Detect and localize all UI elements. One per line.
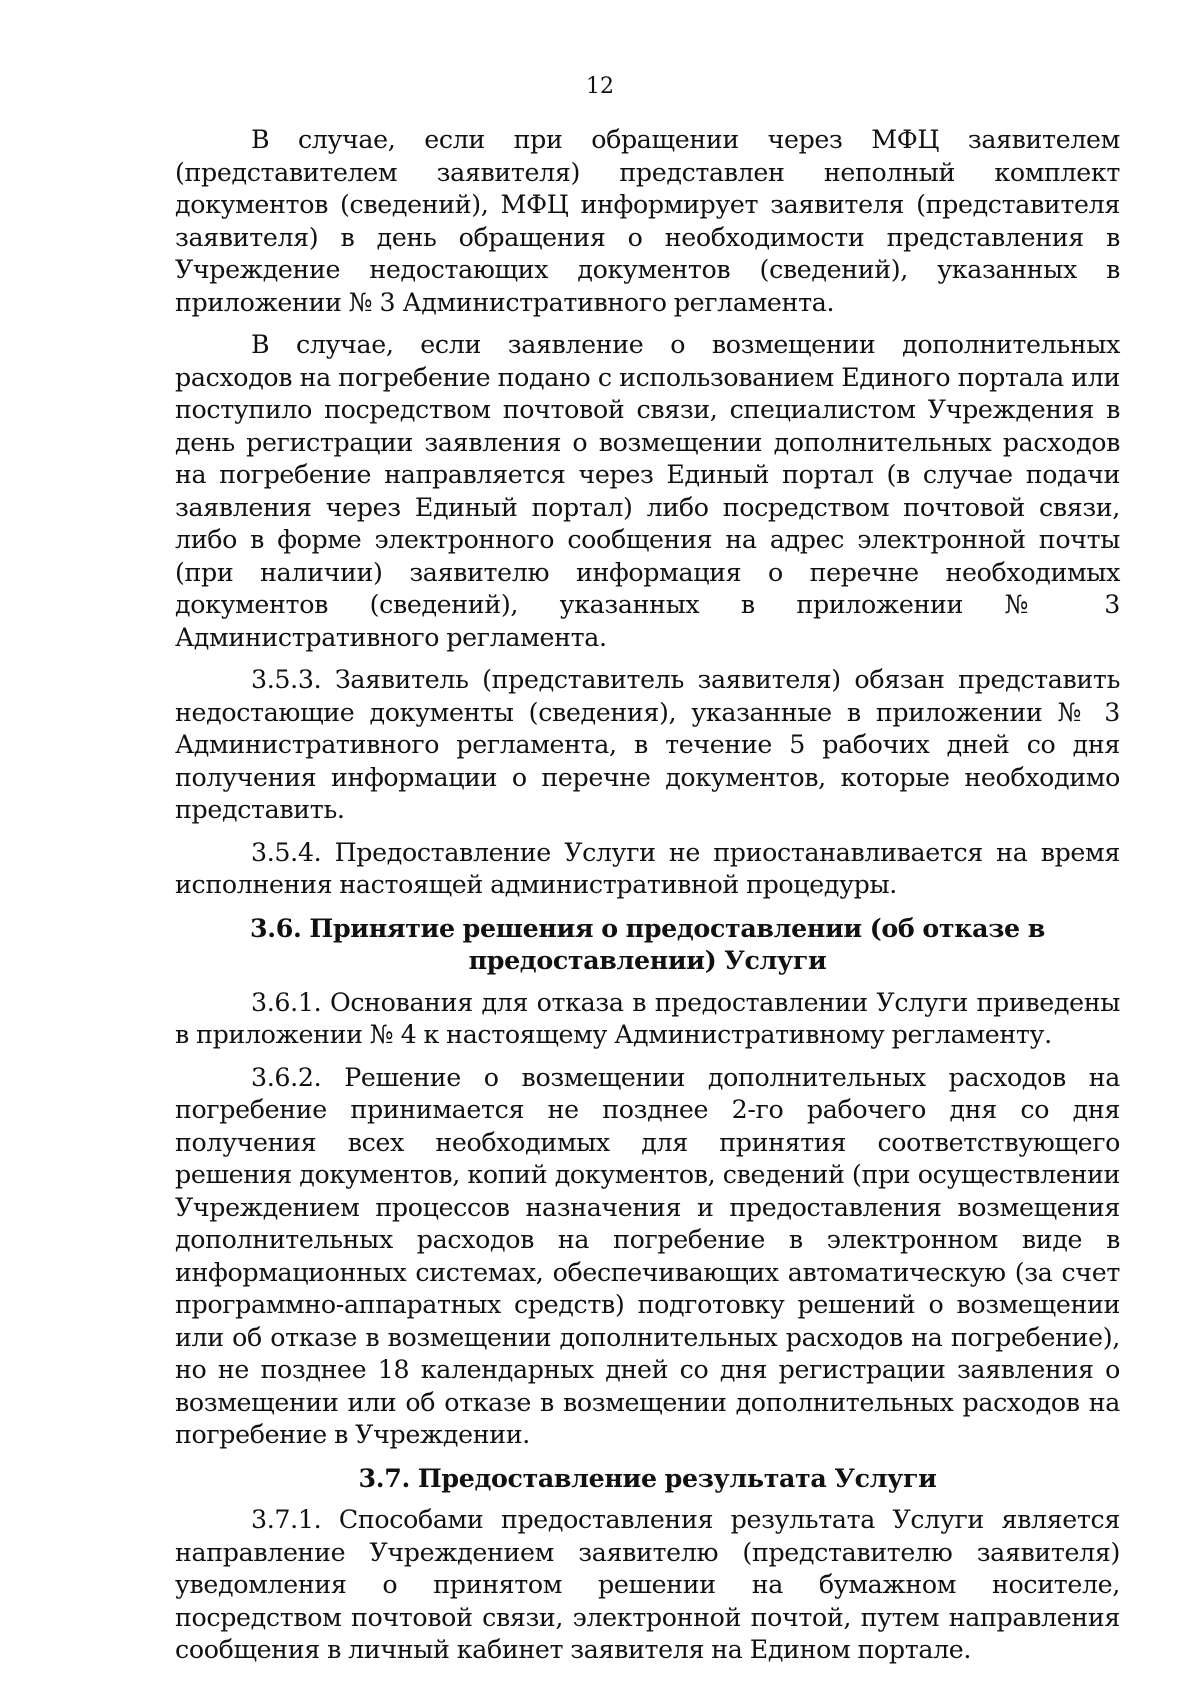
page-number: 12 — [586, 74, 614, 99]
heading-3-6: 3.6. Принятие решения о предоставлении (об отказе в предоставлении) Услуги — [250, 912, 1045, 975]
paragraph-3-5-3: 3.5.3. Заявитель (представитель заявителя) обязан представить недостающие документы (сведения), указанные в приложении № 3 Административного регламента, в течение 5 рабочих дней со дня получения информации о перечне документов, которые необходимо представить. — [175, 665, 1120, 824]
paragraph-3-7-1: 3.7.1. Способами предоставления результата Услуги является направление Учреждением заявителю (представителю заявителя) уведомления о принятом решении на бумажном носителе, посредством почтовой связи, электронной почтой, путем направления сообщения в личный кабинет заявителя на Едином портале. — [175, 1505, 1120, 1664]
paragraph-portal-incomplete: В случае, если заявление о возмещении дополнительных расходов на погребение подано с использованием Единого портала или поступило посредством почтовой связи, специалистом Учреждения в день регистрации заявления о возмещении дополнительных расходов на погребение направляется через Единый портал (в случае подачи заявления через Единый портал) либо посредством почтовой связи, либо в форме электронного сообщения на адрес электронной почты (при наличии) заявителю информация о перечне необходимых документов (сведений), указанных в приложении № 3 Административного регламента. — [175, 330, 1120, 652]
paragraph-3-6-1: 3.6.1. Основания для отказа в предоставлении Услуги приведены в приложении № 4 к настоящему Административному регламенту. — [175, 987, 1120, 1049]
paragraph-3-6-2: 3.6.2. Решение о возмещении дополнительных расходов на погребение принимается не позднее 2-го рабочего дня со дня получения всех необходимых для принятия соответствующего решения документов, копий документов, сведений (при осуществлении Учреждением процессов назначения и предоставления возмещения дополнительных расходов на погребение в электронном виде в информационных системах, обеспечивающих автоматическую (за счет программно-аппаратных средств) подготовку решений о возмещении или об отказе в возмещении дополнительных расходов на погребение), но не позднее 18 календарных дней со дня регистрации заявления о возмещении или об отказе в возмещении дополнительных расходов на погребение в Учреждении. — [175, 1062, 1120, 1449]
heading-3-7: 3.7. Предоставление результата Услуги — [358, 1462, 937, 1493]
document-body — [175, 124, 1120, 1677]
paragraph-mfc-incomplete: В случае, если при обращении через МФЦ заявителем (представителем заявителя) представлен неполный комплект документов (сведений), МФЦ информирует заявителя (представителя заявителя) в день обращения о необходимости представления в Учреждение недостающих документов (сведений), указанных в приложении № 3 Административного регламента. — [175, 125, 1120, 317]
paragraph-3-5-4: 3.5.4. Предоставление Услуги не приостанавливается на время исполнения настоящей административной процедуры. — [175, 837, 1120, 899]
